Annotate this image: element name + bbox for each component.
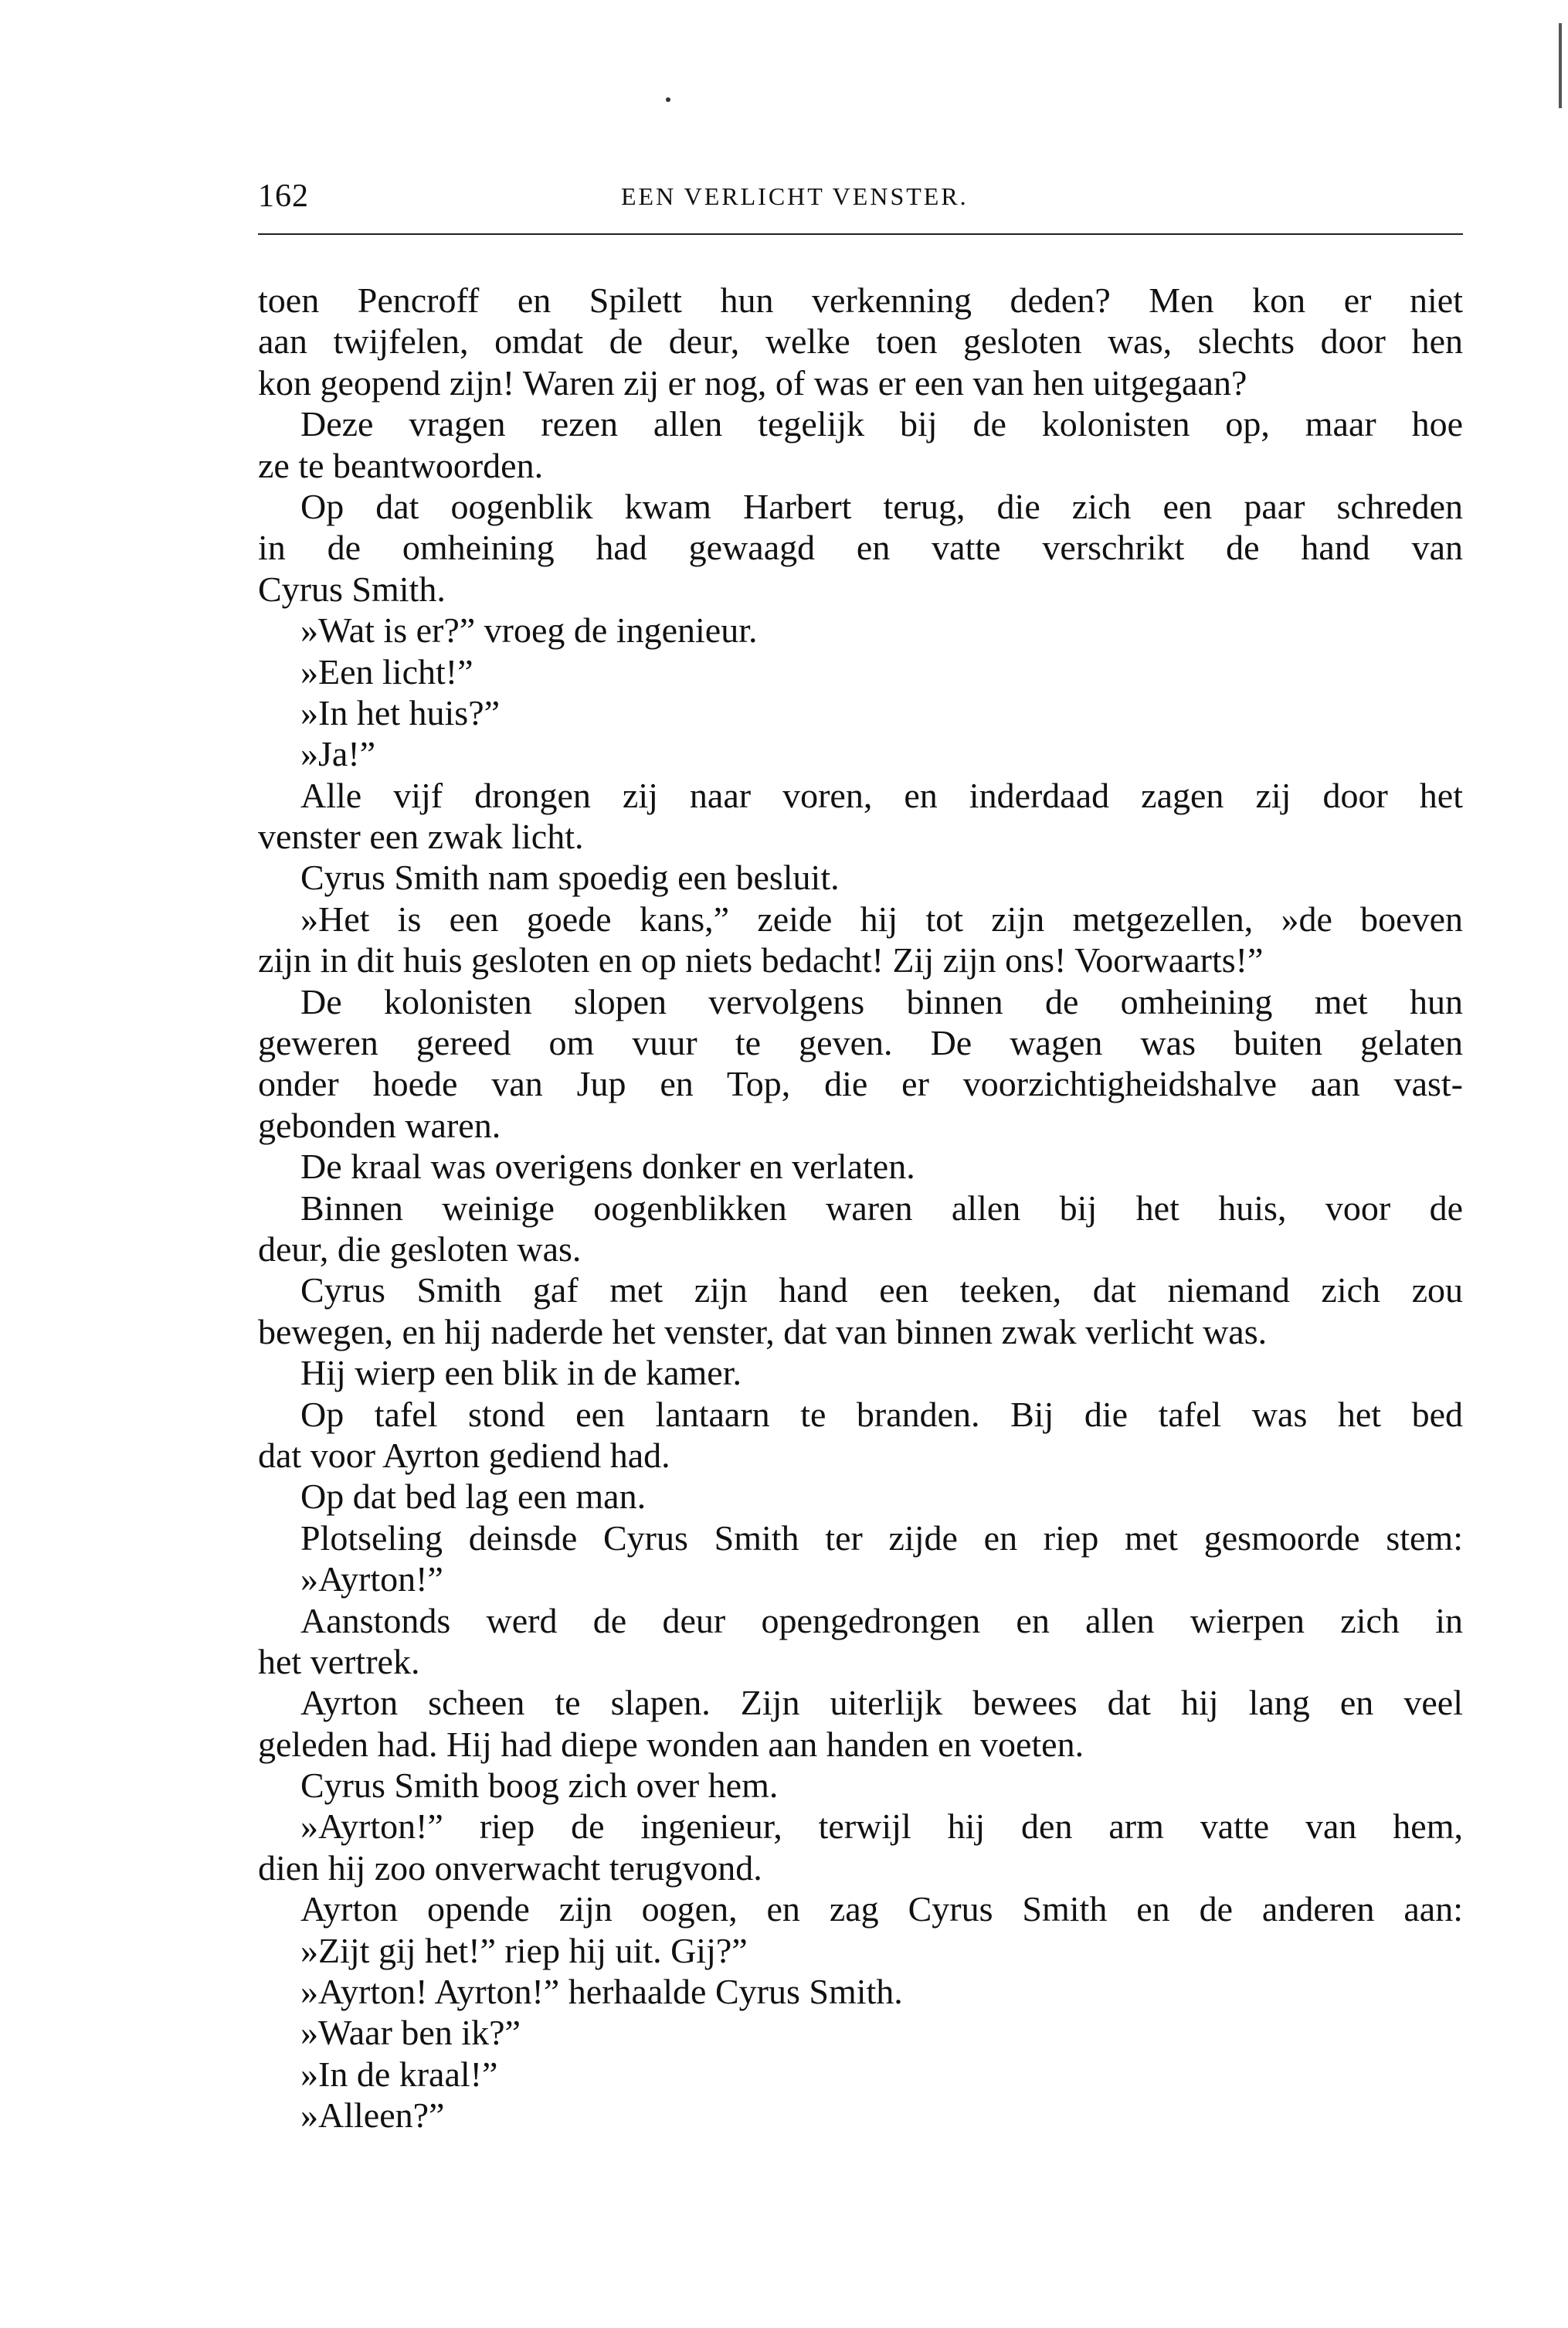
text-line: Binnen weinige oogenblikken waren allen bij het huis, voor de (300, 1188, 1463, 1228)
text-line: Plotseling deinsde Cyrus Smith ter zijde en riep met gesmoorde stem: (300, 1517, 1463, 1558)
text-line: Op dat bed lag een man. (300, 1477, 647, 1517)
text-line: ze te beantwoorden. (258, 445, 544, 485)
text-line: Cyrus Smith. (258, 569, 446, 609)
text-line: Cyrus Smith boog zich over hem. (300, 1766, 779, 1806)
text-line: »In het huis?” (300, 692, 501, 732)
text-line: Ayrton opende zijn oogen, en zag Cyrus Smith en de anderen aan: (300, 1889, 1463, 1929)
text-line: toen Pencroff en Spilett hun verkenning deden? Men kon er niet (258, 280, 1463, 320)
text-line: »In de kraal!” (300, 2054, 498, 2094)
text-line: deur, die gesloten was. (258, 1229, 582, 1269)
page-header (258, 178, 1463, 224)
text-line: onder hoede van Jup en Top, die er voorzichtigheidshalve aan vast- (258, 1064, 1463, 1104)
text-line: geweren gereed om vuur te geven. De wagen was buiten gelaten (258, 1023, 1463, 1063)
text-line: »Zijt gij het!” riep hij uit. Gij?” (300, 1930, 748, 1970)
text-line: »Wat is er?” vroeg de ingenieur. (300, 610, 758, 651)
text-line: »Alleen?” (300, 2095, 445, 2136)
text-line: »Ayrton!” riep de ingenieur, terwijl hij den arm vatte van hem, (300, 1806, 1463, 1847)
text-line: Op tafel stond een lantaarn te branden. Bij die tafel was het bed (300, 1394, 1463, 1434)
text-line: Op dat oogenblik kwam Harbert terug, die zich een paar schreden (300, 486, 1463, 526)
text-line: geleden had. Hij had diepe wonden aan handen en voeten. (258, 1724, 1084, 1764)
text-line: »Waar ben ik?” (300, 2013, 521, 2053)
text-line: »Een licht!” (300, 651, 473, 692)
text-line: Deze vragen rezen allen tegelijk bij de kolonisten op, maar hoe (300, 404, 1463, 444)
ink-speck (666, 97, 670, 102)
text-line: Hij wierp een blik in de kamer. (300, 1353, 742, 1393)
text-line: bewegen, en hij naderde het venster, dat van binnen zwak verlicht was. (258, 1311, 1268, 1351)
text-line: »Ja!” (300, 734, 376, 774)
scan-edge-mark (1559, 23, 1562, 108)
text-line: kon geopend zijn! Waren zij er nog, of was er een van hen uitgegaan? (258, 362, 1247, 403)
page-number: 162 (258, 178, 309, 214)
text-line: in de omheining had gewaagd en vatte verschrikt de hand van (258, 528, 1463, 568)
body-text (258, 280, 1463, 2136)
text-line: De kraal was overigens donker en verlaten. (300, 1147, 915, 1187)
text-line: Cyrus Smith nam spoedig een besluit. (300, 858, 840, 898)
text-line: Cyrus Smith gaf met zijn hand een teeken, dat niemand zich zou (300, 1270, 1463, 1310)
text-line: Alle vijf drongen zij naar voren, en inderdaad zagen zij door het (300, 775, 1463, 815)
text-line: »Ayrton! Ayrton!” herhaalde Cyrus Smith. (300, 1972, 903, 2012)
text-line: »Ayrton!” (300, 1559, 443, 1599)
text-line: dat voor Ayrton gediend had. (258, 1435, 670, 1475)
header-rule (258, 233, 1463, 235)
text-line: dien hij zoo onverwacht terugvond. (258, 1847, 762, 1888)
text-line: »Het is een goede kans,” zeide hij tot zijn metgezellen, »de boeven (300, 899, 1463, 939)
text-line: aan twijfelen, omdat de deur, welke toen gesloten was, slechts door hen (258, 321, 1463, 362)
running-title: EEN VERLICHT VENSTER. (621, 182, 969, 210)
text-line: gebonden waren. (258, 1105, 501, 1145)
text-line: het vertrek. (258, 1641, 420, 1681)
text-line: Ayrton scheen te slapen. Zijn uiterlijk bewees dat hij lang en veel (300, 1683, 1463, 1723)
text-line: Aanstonds werd de deur opengedrongen en allen wierpen zich in (300, 1600, 1463, 1640)
text-line: venster een zwak licht. (258, 817, 584, 857)
text-line: zijn in dit huis gesloten en op niets bedacht! Zij zijn ons! Voorwaarts!” (258, 940, 1264, 980)
text-line: De kolonisten slopen vervolgens binnen de omheining met hun (300, 981, 1463, 1021)
